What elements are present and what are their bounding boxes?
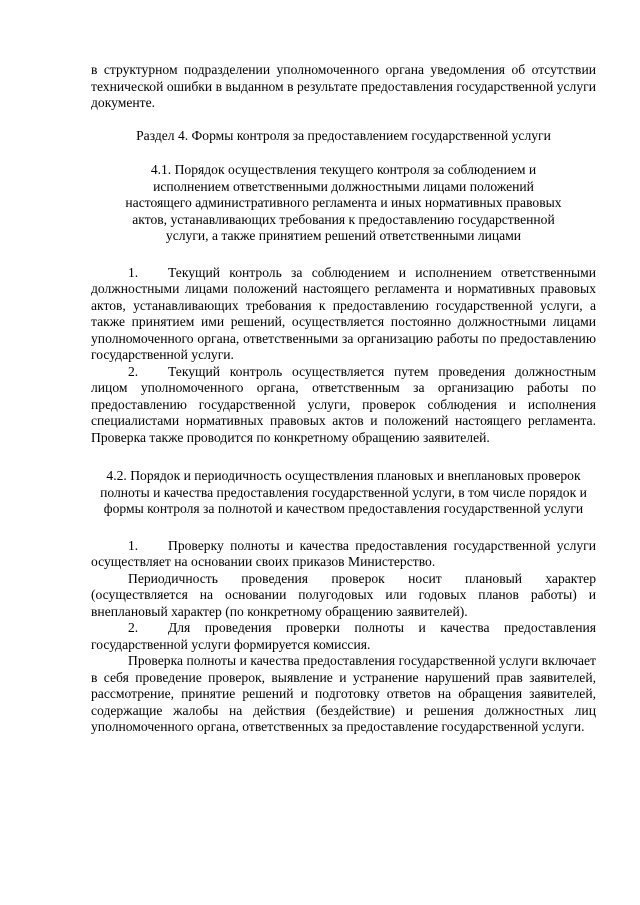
subsection-4-2-title: 4.2. Порядок и периодичность осуществления плановых и внеплановых проверок полноты и качества предоставления государственной услуги, в том числе порядок и формы контроля за полнотой и качеством предоставления государственной услуги: [100, 468, 587, 516]
subsection-4-1-title: 4.1. Порядок осуществления текущего контроля за соблюдением и исполнением ответственными должностными лицами положений настоящего административного регламента и иных нормативных правовых актов, устанавливающих требования к предоставлению государственной услуги, а также принятием решений ответственными лицами: [125, 162, 562, 243]
item-text: Для проведения проверки полноты и качества предоставления государственной услуги формируется комиссия.: [91, 620, 596, 652]
subsection-4-1-item-1: [91, 265, 596, 364]
subsection-4-2-item-1: [91, 538, 596, 571]
subsection-4-1-body: [91, 265, 596, 447]
subsection-4-2-body: [91, 538, 596, 736]
intro-paragraph: в структурном подразделении уполномоченного органа уведомления об отсутствии технической ошибки в выданном в результате предоставления государственной услуги документе.: [91, 62, 596, 110]
item-text: Проверку полноты и качества предоставления государственной услуги осуществляет на основании своих приказов Министерство.: [91, 537, 596, 569]
item-number: 2.: [128, 363, 139, 379]
document-page: [91, 62, 596, 736]
subsection-4-2-item-2: [91, 620, 596, 653]
subsection-4-2-check: Проверка полноты и качества предоставления государственной услуги включает в себя проведение проверок, выявление и устранение нарушений прав заявителей, рассмотрение, принятие решений и подготовку ответов на обращения заявителей, содержащие жалобы на действия (бездействие) и решения должностных лиц уполномоченного органа, ответственных за предоставление государственной услуги.: [91, 653, 596, 734]
item-number: 1.: [128, 264, 139, 280]
section-title: Раздел 4. Формы контроля за предоставлением государственной услуги: [136, 127, 551, 143]
subsection-4-1-item-2: [91, 364, 596, 447]
item-number: 1.: [128, 537, 139, 553]
item-text: Текущий контроль за соблюдением и исполнением ответственными должностными лицами положений настоящего регламента и нормативных правовых актов, устанавливающих требования к предоставлению государственной услуги, а также принятием ими решений, осуществляется постоянно должностными лицами уполномоченного органа, ответственными за организацию работы по предоставлению государственной услуги.: [91, 264, 596, 362]
subsection-4-2-periodicity: Периодичность проведения проверок носит плановый характер (осуществляется на основании полугодовых или годовых планов работы) и внеплановый характер (по конкретному обращению заявителей).: [91, 570, 596, 619]
item-text: Текущий контроль осуществляется путем проведения должностным лицом уполномоченного органа, ответственным за организацию работы по предоставлению государственной услуги, проверок соблюдения и исполнения специалистами нормативных правовых актов и положений настоящего регламента. Проверка также проводится по конкретному обращению заявителей.: [91, 363, 596, 445]
item-number: 2.: [128, 620, 139, 635]
